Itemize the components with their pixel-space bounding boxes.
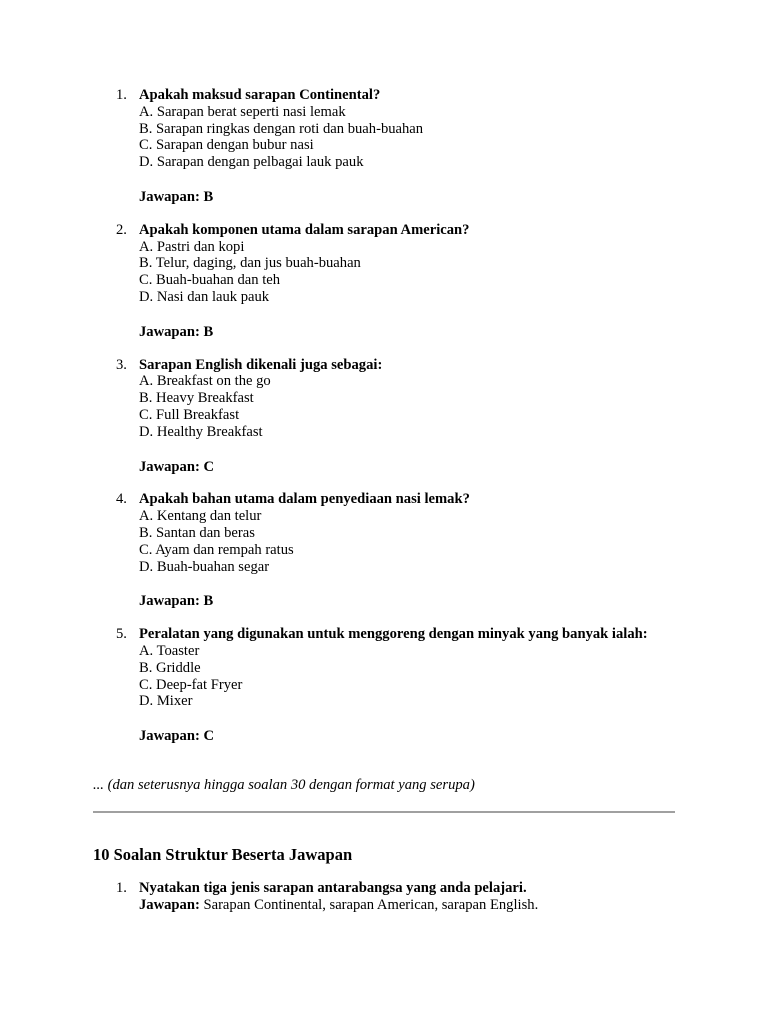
option-b: B. Griddle: [139, 659, 201, 676]
mcq-item-1: [0, 87, 768, 206]
question-text: Apakah maksud sarapan Continental?: [139, 87, 381, 103]
option-a: A. Sarapan berat seperti nasi lemak: [139, 103, 346, 120]
mcq-item-3: [0, 357, 768, 476]
section-heading: 10 Soalan Struktur Beserta Jawapan: [93, 845, 353, 864]
option-b: B. Telur, daging, dan jus buah-buahan: [139, 255, 361, 272]
answer-label: Jawapan:: [139, 896, 200, 913]
answer: Jawapan: B: [139, 593, 214, 610]
option-c: C. Ayam dan rempah ratus: [139, 541, 294, 558]
question-text: Sarapan English dikenali juga sebagai:: [139, 356, 383, 373]
question-number: 1.: [116, 880, 127, 896]
answer: Jawapan: C: [139, 728, 215, 745]
option-c: C. Buah-buahan dan teh: [139, 272, 281, 289]
option-d: D. Buah-buahan segar: [139, 558, 270, 575]
question-text: Nyatakan tiga jenis sarapan antarabangsa yang anda pelajari.: [139, 880, 527, 896]
option-b: B. Heavy Breakfast: [139, 390, 254, 407]
question-number: 3.: [116, 356, 127, 373]
answer: Jawapan: C: [139, 458, 215, 475]
option-c: C. Deep-fat Fryer: [139, 676, 243, 693]
option-a: A. Breakfast on the go: [139, 373, 271, 390]
question-number: 2.: [116, 221, 127, 238]
question-number: 4.: [116, 491, 127, 508]
question-number: 5.: [116, 626, 127, 643]
option-a: A. Kentang dan telur: [139, 508, 262, 525]
question-number: 1.: [116, 87, 127, 103]
option-d: D. Sarapan dengan pelbagai lauk pauk: [139, 154, 364, 171]
option-d: D. Mixer: [139, 693, 193, 710]
mcq-item-2: [0, 222, 768, 341]
option-c: C. Full Breakfast: [139, 406, 240, 423]
mcq-list: [0, 87, 768, 761]
mcq-item-4: [0, 491, 768, 610]
mcq-item-5: [0, 626, 768, 745]
option-d: D. Healthy Breakfast: [139, 423, 263, 440]
answer: Jawapan: B: [139, 323, 214, 340]
option-b: B. Santan dan beras: [139, 524, 255, 541]
question-text: Peralatan yang digunakan untuk menggoreng dengan minyak yang banyak ialah:: [139, 626, 648, 643]
continuation-note: ... (dan seterusnya hingga soalan 30 dengan format yang serupa): [93, 777, 475, 793]
option-d: D. Nasi dan lauk pauk: [139, 288, 270, 305]
structure-item-1: [0, 880, 768, 914]
option-c: C. Sarapan dengan bubur nasi: [139, 137, 314, 154]
option-a: A. Pastri dan kopi: [139, 238, 245, 255]
horizontal-divider: [93, 811, 675, 813]
answer: Jawapan: B: [139, 188, 214, 205]
structure-question-list: [0, 880, 768, 914]
answer-text: Sarapan Continental, sarapan American, sarapan English.: [199, 896, 539, 913]
option-b: B. Sarapan ringkas dengan roti dan buah-buahan: [139, 120, 424, 137]
question-text: Apakah komponen utama dalam sarapan American?: [139, 221, 470, 238]
option-a: A. Toaster: [139, 642, 200, 659]
question-text: Apakah bahan utama dalam penyediaan nasi lemak?: [139, 491, 470, 508]
